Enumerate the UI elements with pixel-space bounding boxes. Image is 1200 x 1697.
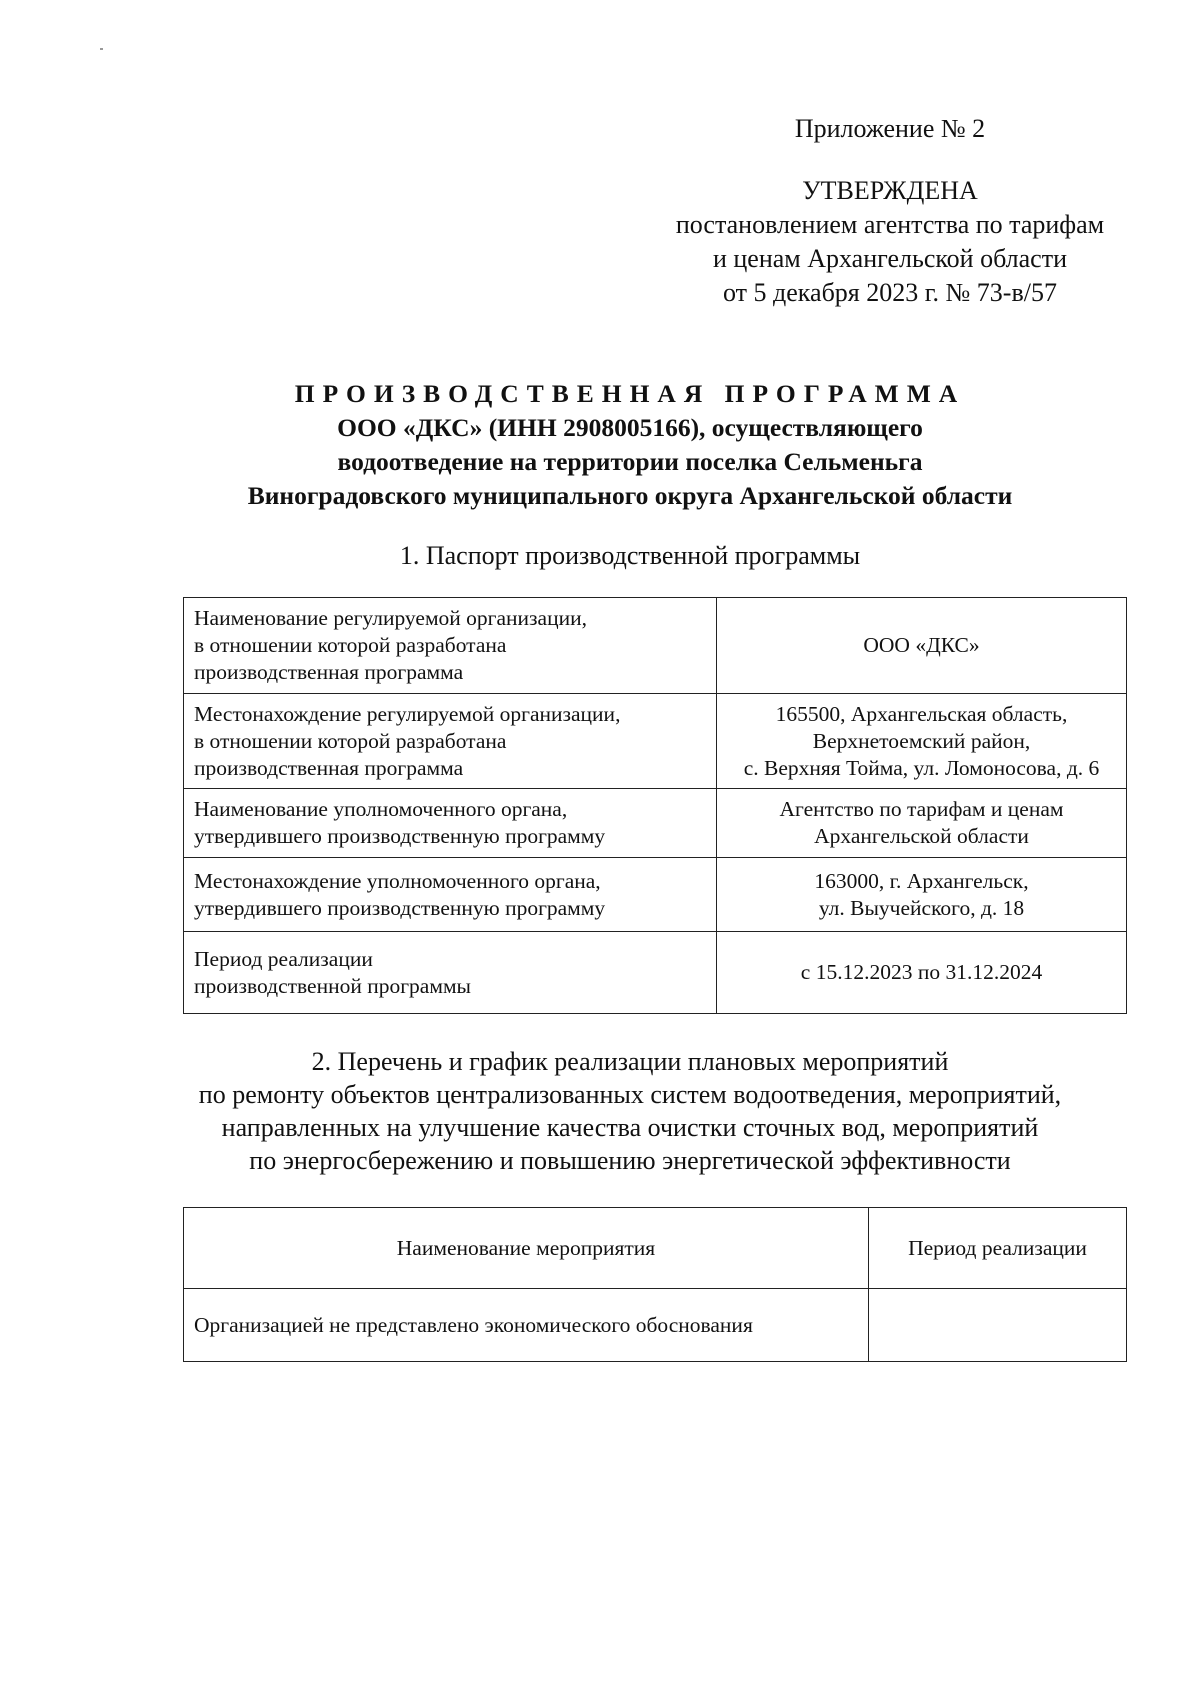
annex-number: Приложение № 2	[794, 114, 986, 143]
column-header-period: Период реализации	[869, 1208, 1127, 1289]
table-row	[184, 694, 1127, 789]
value-line: 163000, г. Архангельск,	[814, 868, 1029, 893]
row-value	[717, 858, 1127, 932]
title-line-1: ООО «ДКС» (ИНН 2908005166), осуществляющего	[337, 413, 923, 442]
row-label	[184, 932, 717, 1014]
title-line-3: Виноградовского муниципального округа Архангельской области	[247, 481, 1013, 510]
label-line: Наименование регулируемой организации,	[194, 606, 587, 630]
label-line: производственной программы	[194, 973, 472, 998]
value-line: с 15.12.2023 по 31.12.2024	[800, 960, 1043, 984]
section-2-line-1: 2. Перечень и график реализации плановых мероприятий	[311, 1047, 949, 1076]
table-row	[184, 1289, 1127, 1362]
approval-stamp	[640, 112, 1140, 310]
approval-line-3: от 5 декабря 2023 г. № 73-в/57	[723, 278, 1057, 307]
section-2-line-2: по ремонту объектов централизованных систем водоотведения, мероприятий,	[198, 1080, 1062, 1109]
section-2-line-3: направленных на улучшение качества очистки сточных вод, мероприятий	[221, 1113, 1039, 1142]
scan-speck	[100, 48, 103, 50]
label-line: Период реализации	[194, 946, 373, 971]
row-label	[184, 598, 717, 694]
row-label	[184, 858, 717, 932]
event-name-cell: Организацией не представлено экономического обоснования	[184, 1289, 869, 1362]
label-line: утвердившего производственную программу	[194, 824, 606, 848]
label-line: Наименование уполномоченного органа,	[194, 797, 568, 821]
row-value	[717, 789, 1127, 858]
table-row	[184, 789, 1127, 858]
section-2-heading	[150, 1045, 1110, 1177]
label-line: производственная программа	[194, 755, 464, 780]
approval-line-2: и ценам Архангельской области	[712, 244, 1068, 273]
row-label	[184, 694, 717, 789]
row-label	[184, 789, 717, 858]
events-table	[183, 1207, 1127, 1362]
table-row	[184, 598, 1127, 694]
passport-table	[183, 597, 1127, 1014]
table-row	[184, 932, 1127, 1014]
approval-line-1: постановлением агентства по тарифам	[675, 210, 1105, 239]
value-line: Архангельской области	[814, 824, 1029, 848]
value-line: Верхнетоемский район,	[812, 728, 1031, 753]
row-value	[717, 932, 1127, 1014]
value-line: 165500, Архангельская область,	[775, 701, 1068, 726]
row-value	[717, 598, 1127, 694]
value-line: ул. Выучейского, д. 18	[818, 895, 1025, 920]
table-row	[184, 858, 1127, 932]
value-line: Агентство по тарифам и ценам	[779, 797, 1064, 821]
label-line: Местонахождение регулируемой организации,	[194, 701, 621, 726]
event-period-cell	[869, 1289, 1127, 1362]
section-1-heading: 1. Паспорт производственной программы	[399, 541, 861, 570]
label-line: в отношении которой разработана	[194, 633, 507, 657]
title-line-2: водоотведение на территории поселка Сельменьга	[337, 447, 923, 476]
title-heading: ПРОИЗВОДСТВЕННАЯ ПРОГРАММА	[294, 379, 966, 408]
column-header-event: Наименование мероприятия	[184, 1208, 869, 1289]
section-2-line-4: по энергосбережению и повышению энергетической эффективности	[249, 1146, 1011, 1175]
table-header-row	[184, 1208, 1127, 1289]
label-line: в отношении которой разработана	[194, 728, 507, 753]
document-title	[150, 377, 1110, 513]
row-value	[717, 694, 1127, 789]
approved-label: УТВЕРЖДЕНА	[802, 176, 978, 205]
value-line: ООО «ДКС»	[863, 633, 980, 657]
value-line: с. Верхняя Тойма, ул. Ломоносова, д. 6	[743, 755, 1100, 780]
label-line: производственная программа	[194, 660, 464, 684]
label-line: Местонахождение уполномоченного органа,	[194, 868, 601, 893]
label-line: утвердившего производственную программу	[194, 895, 606, 920]
